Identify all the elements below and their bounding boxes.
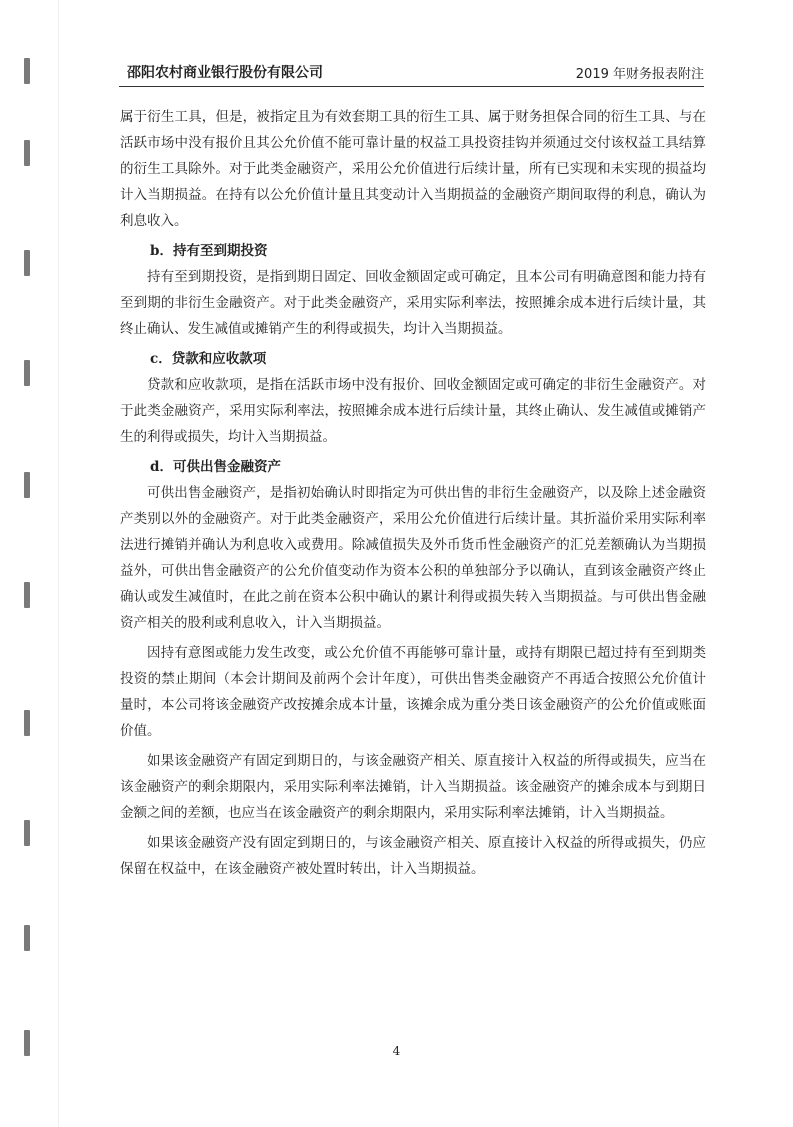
body-paragraph: 属于衍生工具，但是，被指定且为有效套期工具的衍生工具、属于财务担保合同的衍生工具、与在活跃市场中没有报价且其公允价值不能可靠计量的权益工具投资挂钩并须通过交付该权益工具结算的衍生工具除外。对于此类金融资产，采用公允价值进行后续计量，所有已实现和未实现的损益均计入当期损益。在持有以公允价值计量且其变动计入当期损益的金融资产期间取得的利息，确认为利息收入。 <box>120 109 706 229</box>
body-paragraph: 持有至到期投资，是指到期日固定、回收金额固定或可确定，且本公司有明确意图和能力持有至到期的非衍生金融资产。对于此类金融资产，采用实际利率法，按照摊余成本进行后续计量，其终止确认、发生减值或摊销产生的利得或损失，均计入当期损益。 <box>120 269 706 337</box>
report-title: 2019 年财务报表附注 <box>575 67 704 82</box>
company-name: 邵阳农村商业银行股份有限公司 <box>127 65 323 81</box>
binder-mark <box>24 582 30 608</box>
body-paragraph: 因持有意图或能力发生改变，或公允价值不再能够可靠计量，或持有期限已超过持有至到期类投资的禁止期间（本会计期间及前两个会计年度），可供出售类金融资产不再适合按照公允价值计量时，本公司将该金融资产改按摊余成本计量，该摊余成为重分类日该金融资产的公允价值或账面价值。 <box>120 645 706 739</box>
binder-mark <box>24 250 30 276</box>
binder-mark <box>24 140 30 166</box>
section-subheading: c．贷款和应收款项 <box>150 351 267 367</box>
binder-strip <box>0 0 40 1127</box>
page-header <box>119 64 704 87</box>
binder-mark <box>24 820 30 846</box>
body-paragraph: 如果该金融资产有固定到期日的，与该金融资产相关、原直接计入权益的所得或损失，应当在该金融资产的剩余期限内，采用实际利率法摊销，计入当期损益。该金融资产的摊余成本与到期日金额之间的差额，也应当在该金融资产的剩余期限内，采用实际利率法摊销，计入当期损益。 <box>120 753 706 821</box>
binder-mark <box>24 472 30 498</box>
binder-mark <box>24 925 30 951</box>
binder-mark <box>24 58 30 84</box>
section-subheading: d．可供出售金融资产 <box>150 459 281 475</box>
document-body <box>120 104 706 886</box>
body-paragraph: 贷款和应收款项，是指在活跃市场中没有报价、回收金额固定或可确定的非衍生金融资产。对于此类金融资产，采用实际利率法，按照摊余成本进行后续计量，其终止确认、发生减值或摊销产生的利得或损失，均计入当期损益。 <box>120 377 706 445</box>
binder-mark <box>24 710 30 736</box>
scan-edge <box>58 0 59 1127</box>
binder-mark <box>24 360 30 386</box>
body-paragraph: 可供出售金融资产，是指初始确认时即指定为可供出售的非衍生金融资产，以及除上述金融资产类别以外的金融资产。对于此类金融资产，采用公允价值进行后续计量。其折溢价采用实际利率法进行摊销并确认为利息收入或费用。除减值损失及外币货币性金融资产的汇兑差额确认为当期损益外，可供出售金融资产的公允价值变动作为资本公积的单独部分予以确认，直到该金融资产终止确认或发生减值时，在此之前在资本公积中确认的累计利得或损失转入当期损益。与可供出售金融资产相关的股利或利息收入，计入当期损益。 <box>120 485 706 631</box>
page-number: 4 <box>392 1044 401 1058</box>
body-paragraph: 如果该金融资产没有固定到期日的，与该金融资产相关、原直接计入权益的所得或损失，仍应保留在权益中，在该金融资产被处置时转出，计入当期损益。 <box>120 835 706 877</box>
section-subheading: b．持有至到期投资 <box>150 243 268 259</box>
